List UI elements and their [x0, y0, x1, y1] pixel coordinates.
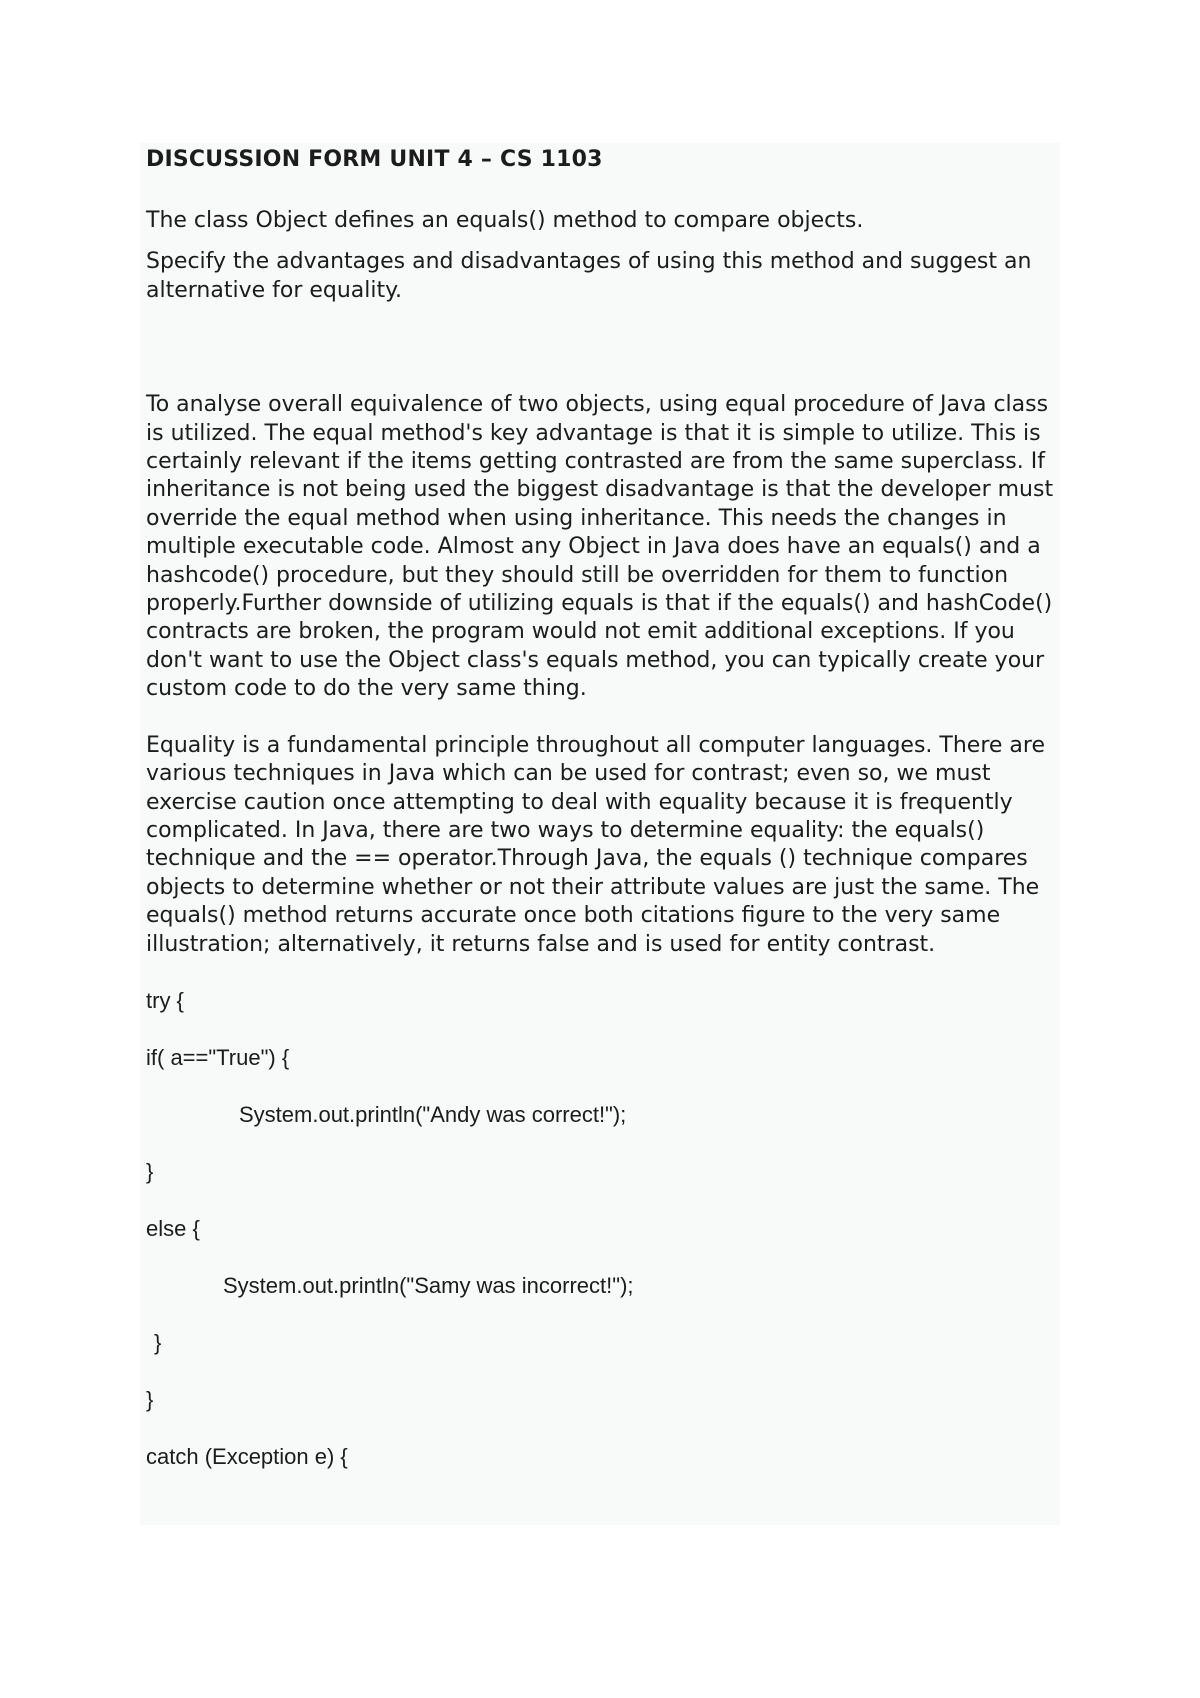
question-line-1: The class Object defines an equals() method to compare objects.	[146, 208, 864, 233]
code-line-println-samy: System.out.println("Samy was incorrect!");	[223, 1272, 634, 1298]
analysis-paragraph: To analyse overall equivalence of two objects, using equal procedure of Java class is utilized. The equal method's key advantage is that it is simple to utilize. This is certainly relevant if the items getting contrasted are from the same superclass. If inheritance is not being used the biggest disadvantage is that the developer must override the equal method when using inheritance. This needs the changes in multiple executable code. Almost any Object in Java does have an equals() and a hashcode() procedure, but they should still be overridden for them to function properly.Further downside of utilizing equals is that if the equals() and hashCode() contracts are broken, the program would not emit additional exceptions. If you don't want to use the Object class's equals method, you can typically create your custom code to do the very same thing.	[146, 392, 1054, 702]
code-line-catch: catch (Exception e) {	[146, 1443, 348, 1469]
code-line-println-andy: System.out.println("Andy was correct!");	[239, 1101, 627, 1127]
code-line-close-if: }	[146, 1158, 154, 1184]
code-line-close-try: }	[146, 1386, 154, 1412]
document-title: DISCUSSION FORM UNIT 4 – CS 1103	[146, 147, 603, 172]
question-line-2: Specify the advantages and disadvantages of using this method and suggest an alternative for equality.	[146, 249, 1032, 303]
code-line-if: if( a=="True") {	[146, 1044, 290, 1070]
code-line-else: else {	[146, 1215, 200, 1241]
document-content	[146, 140, 1056, 1471]
code-line-close-else: }	[154, 1329, 162, 1355]
equality-paragraph: Equality is a fundamental principle throughout all computer languages. There are various techniques in Java which can be used for contrast; even so, we must exercise caution once attempting to deal with equality because it is frequently complicated. In Java, there are two ways to determine equality: the equals() technique and the == operator.Through Java, the equals () technique compares objects to determine whether or not their attribute values are just the same. The equals() method returns accurate once both citations figure to the very same illustration; alternatively, it returns false and is used for entity contrast.	[146, 732, 1045, 957]
code-line-try: try {	[146, 987, 184, 1013]
